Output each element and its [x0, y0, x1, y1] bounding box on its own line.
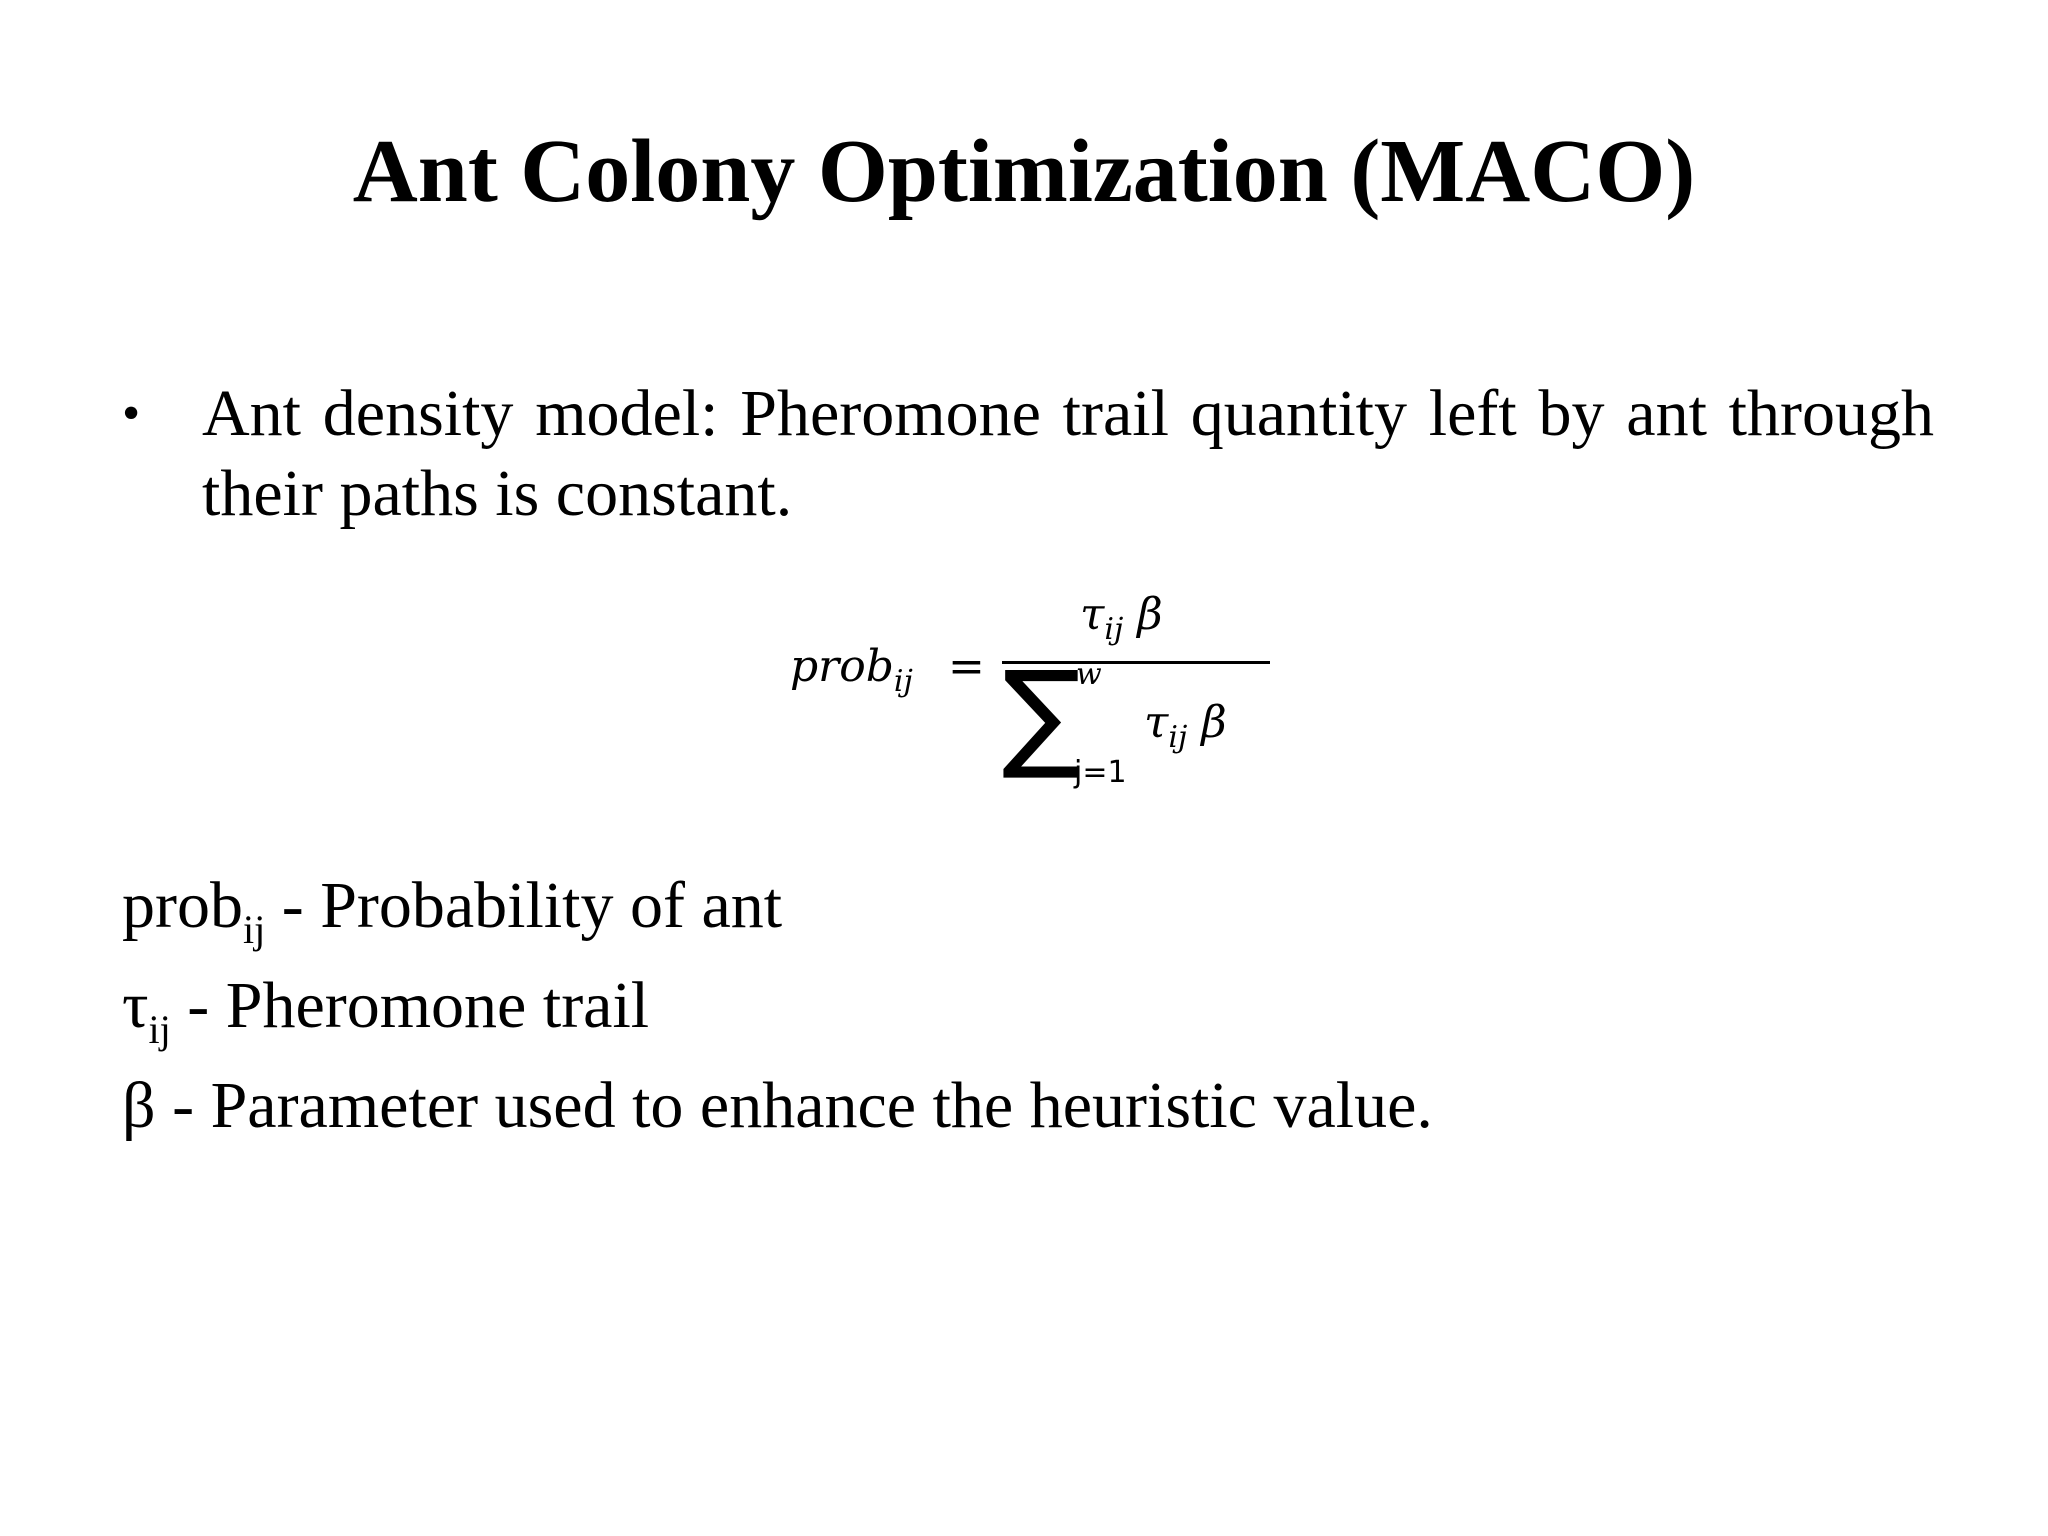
definition-tau	[122, 956, 1433, 1056]
bullet-text: Ant density model: Pheromone trail quantity left by ant through their paths is constant.	[202, 377, 1934, 530]
definition-text: - Parameter used to enhance the heuristic value.	[155, 1069, 1433, 1142]
formula-lhs-sub: ij	[893, 664, 913, 699]
definition-sub: ij	[148, 1007, 171, 1052]
definition-symbol: β	[122, 1069, 156, 1142]
formula-equals: =	[948, 641, 985, 692]
definition-prob	[122, 856, 1433, 956]
sum-symbol: ∑	[1002, 645, 1082, 783]
formula-denominator-factor: β	[1187, 697, 1227, 748]
definition-text: - Probability of ant	[265, 869, 783, 942]
formula-lhs-base: prob	[790, 641, 894, 692]
definitions-list	[122, 856, 1433, 1156]
bullet-item	[122, 374, 1934, 534]
definition-symbol: prob	[122, 869, 243, 942]
bullet-marker: •	[122, 385, 141, 442]
formula-denominator-symbol: τ	[1144, 697, 1169, 748]
sum-upper-limit: w	[1076, 657, 1102, 692]
sum-lower-limit: j=1	[1074, 755, 1127, 790]
formula-numerator-sub: ij	[1104, 612, 1124, 647]
formula-denominator-sub: ij	[1168, 720, 1188, 755]
formula-numerator-factor: β	[1123, 589, 1163, 640]
formula-numerator-symbol: τ	[1080, 589, 1105, 640]
definition-text: - Pheromone trail	[170, 969, 650, 1042]
formula-denominator	[1144, 693, 1227, 768]
formula-numerator	[1080, 585, 1163, 660]
definition-sub: ij	[242, 907, 266, 952]
definition-beta	[122, 1056, 1433, 1156]
probability-formula	[790, 585, 1270, 805]
formula-lhs	[790, 637, 913, 712]
definition-symbol: τ	[122, 969, 149, 1042]
slide-title: Ant Colony Optimization (MACO)	[352, 122, 1696, 221]
